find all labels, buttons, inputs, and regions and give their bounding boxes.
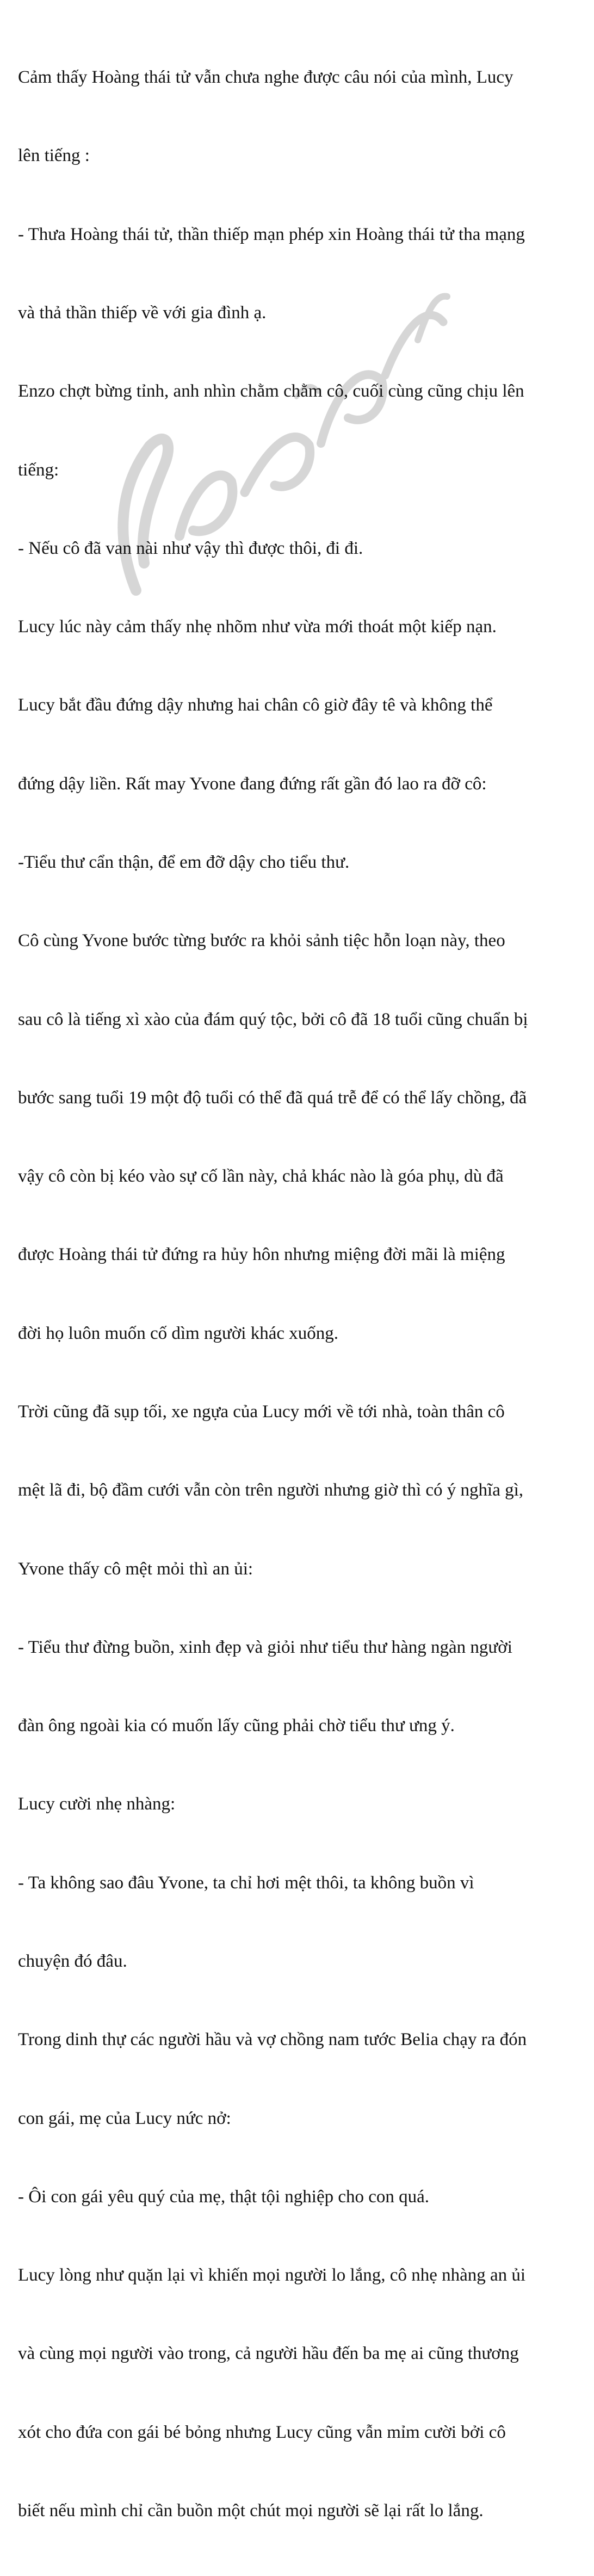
- text-line: Cảm thấy Hoàng thái tử vẫn chưa nghe được câu nói của mình, Lucy: [18, 67, 513, 88]
- text-line: được Hoàng thái tử đứng ra hủy hôn nhưng miệng đời mãi là miệng: [18, 1245, 505, 1265]
- text-line: con gái, mẹ của Lucy nức nở:: [18, 2108, 231, 2128]
- text-line: xót cho đứa con gái bé bỏng nhưng Lucy cũng vẫn mỉm cười bởi cô: [18, 2422, 506, 2442]
- text-line: và thả thần thiếp về với gia đình ạ.: [18, 303, 267, 323]
- text-line: Lucy lòng như quặn lại vì khiến mọi người lo lắng, cô nhẹ nhàng an ủi: [18, 2265, 526, 2285]
- text-line: Yvone thấy cô mệt mỏi thì an ủi:: [18, 1559, 253, 1579]
- text-line: - Nếu cô đã van nài như vậy thì được thôi, đi đi.: [18, 538, 363, 558]
- text-line: đời họ luôn muốn cố dìm người khác xuống.: [18, 1323, 338, 1343]
- text-line: lên tiếng :: [18, 146, 90, 166]
- text-line: đàn ông ngoài kia có muốn lấy cũng phải chờ tiểu thư ưng ý.: [18, 1716, 455, 1736]
- text-line: - Ôi con gái yêu quý của mẹ, thật tội nghiệp cho con quá.: [18, 2186, 430, 2207]
- text-line: Cô cùng Yvone bước từng bước ra khỏi sảnh tiệc hỗn loạn này, theo: [18, 931, 505, 951]
- text-line: sau cô là tiếng xì xào của đám quý tộc, bởi cô đã 18 tuổi cũng chuẩn bị: [18, 1009, 528, 1029]
- text-line: chuyện đó đâu.: [18, 1951, 127, 1971]
- text-line: Lucy cười nhẹ nhàng:: [18, 1794, 176, 1814]
- text-line: - Tiểu thư đừng buồn, xinh đẹp và giỏi như tiểu thư hàng ngàn người: [18, 1637, 512, 1657]
- text-line: vậy cô còn bị kéo vào sự cố lần này, chả khác nào là góa phụ, dù đã: [18, 1166, 504, 1187]
- text-line: tiếng:: [18, 460, 59, 480]
- text-line: -Tiểu thư cẩn thận, để em đỡ dậy cho tiểu thư.: [18, 853, 350, 872]
- text-line: Lucy bắt đầu đứng dậy nhưng hai chân cô giờ đây tê và không thể: [18, 695, 493, 715]
- text-line: Trong dinh thự các người hầu và vợ chồng nam tước Belia chạy ra đón: [18, 2030, 527, 2050]
- text-line: biết nếu mình chỉ cần buồn một chút mọi người sẽ lại rất lo lắng.: [18, 2500, 484, 2521]
- text-line: Lucy lúc này cảm thấy nhẹ nhõm như vừa mới thoát một kiếp nạn.: [18, 617, 497, 637]
- story-text: [18, 12, 586, 2576]
- text-line: bước sang tuổi 19 một độ tuổi có thể đã quá trễ để có thể lấy chồng, đã: [18, 1088, 527, 1108]
- text-line: Trời cũng đã sụp tối, xe ngựa của Lucy mới về tới nhà, toàn thân cô: [18, 1401, 505, 1422]
- text-line: và cùng mọi người vào trong, cả người hầu đến ba mẹ ai cũng thương: [18, 2344, 519, 2364]
- text-line: mệt lã đi, bộ đầm cưới vẫn còn trên người nhưng giờ thì có ý nghĩa gì,: [18, 1480, 524, 1500]
- text-line: - Ta không sao đâu Yvone, ta chỉ hơi mệt thôi, ta không buồn vì: [18, 1873, 474, 1893]
- text-line: đứng dậy liền. Rất may Yvone đang đứng rất gần đó lao ra đỡ cô:: [18, 774, 487, 794]
- text-line: Enzo chợt bừng tỉnh, anh nhìn chằm chằm cô, cuối cùng cũng chịu lên: [18, 381, 524, 401]
- text-line: - Thưa Hoàng thái tử, thần thiếp mạn phép xin Hoàng thái tử tha mạng: [18, 224, 525, 244]
